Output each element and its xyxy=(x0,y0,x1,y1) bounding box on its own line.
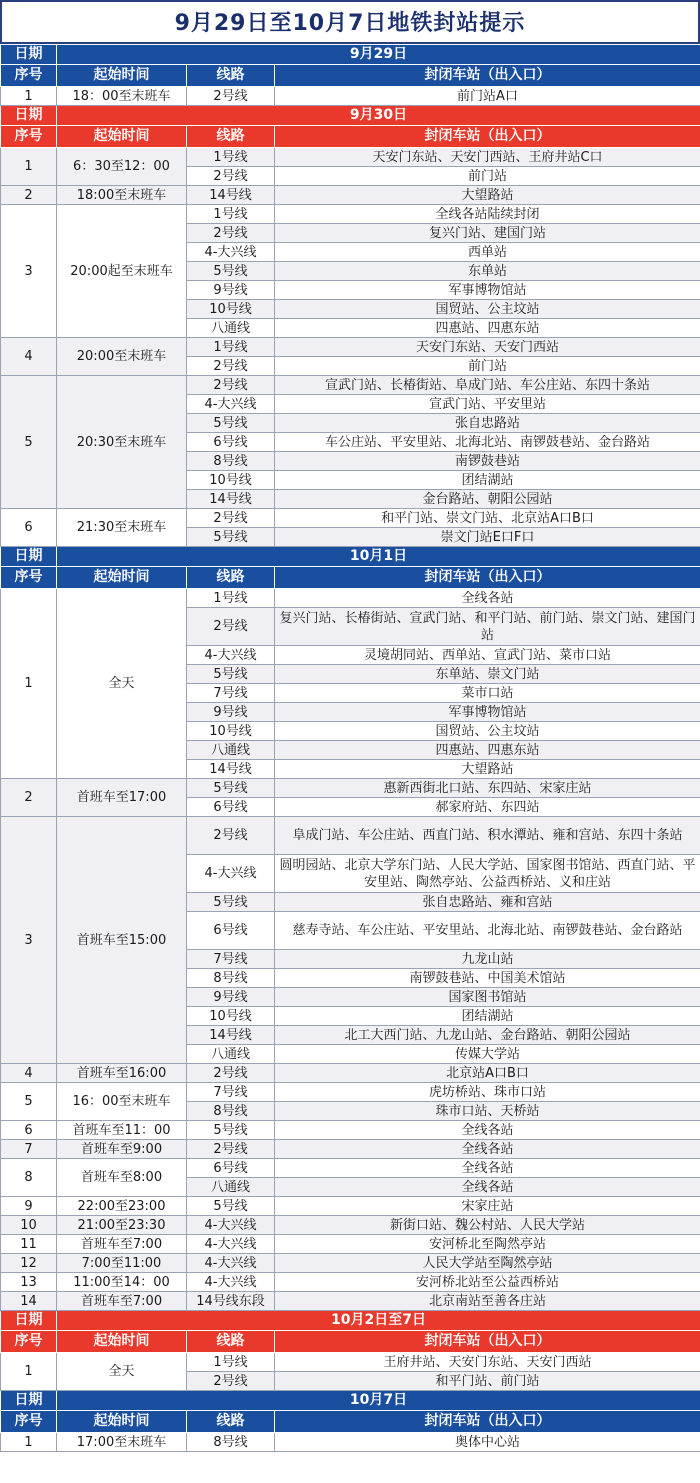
line-name: 1号线 xyxy=(187,148,275,167)
closed-stations: 南锣鼓巷站、中国美术馆站 xyxy=(275,969,700,988)
page-title: 9月29日至10月7日地铁封站提示 xyxy=(0,0,700,44)
col-header-line: 线路 xyxy=(187,1331,275,1353)
line-name: 5号线 xyxy=(187,1197,275,1216)
row-number: 14 xyxy=(1,1292,57,1311)
row-number: 10 xyxy=(1,1216,57,1235)
time-range: 20:00起至末班车 xyxy=(57,205,187,338)
closed-stations: 团结湖站 xyxy=(275,471,700,490)
line-name: 1号线 xyxy=(187,589,275,608)
closed-stations: 张自忠路站 xyxy=(275,414,700,433)
time-range: 11:00至14：00 xyxy=(57,1273,187,1292)
table-row xyxy=(1,1197,700,1216)
col-header-time: 起始时间 xyxy=(57,1331,187,1353)
row-number: 3 xyxy=(1,817,57,1064)
closed-stations: 圆明园站、北京大学东门站、人民大学站、国家图书馆站、西直门站、平安里站、陶然亭站、公益西桥站、义和庄站 xyxy=(275,855,700,893)
time-range: 首班车至15:00 xyxy=(57,817,187,1064)
row-number: 6 xyxy=(1,509,57,547)
closed-stations: 北京南站至善各庄站 xyxy=(275,1292,700,1311)
closed-stations: 军事博物馆站 xyxy=(275,281,700,300)
col-header-no: 序号 xyxy=(1,65,57,87)
line-name: 4-大兴线 xyxy=(187,1273,275,1292)
time-range: 首班车至11：00 xyxy=(57,1121,187,1140)
col-header-time: 起始时间 xyxy=(57,126,187,148)
closed-stations: 国贸站、公主坟站 xyxy=(275,300,700,319)
row-number: 7 xyxy=(1,1140,57,1159)
col-header-time: 起始时间 xyxy=(57,1411,187,1433)
line-name: 10号线 xyxy=(187,722,275,741)
line-name: 10号线 xyxy=(187,300,275,319)
line-name: 4-大兴线 xyxy=(187,1235,275,1254)
closed-stations: 传媒大学站 xyxy=(275,1045,700,1064)
line-name: 八通线 xyxy=(187,1045,275,1064)
closed-stations: 人民大学站至陶然亭站 xyxy=(275,1254,700,1273)
col-header-time: 起始时间 xyxy=(57,567,187,589)
time-range: 首班车至7:00 xyxy=(57,1235,187,1254)
line-name: 6号线 xyxy=(187,1159,275,1178)
line-name: 5号线 xyxy=(187,414,275,433)
line-name: 4-大兴线 xyxy=(187,243,275,262)
closed-stations: 东单站 xyxy=(275,262,700,281)
line-name: 2号线 xyxy=(187,608,275,646)
closed-stations: 国家图书馆站 xyxy=(275,988,700,1007)
line-name: 1号线 xyxy=(187,1353,275,1372)
line-name: 9号线 xyxy=(187,281,275,300)
closed-stations: 全线各站 xyxy=(275,1159,700,1178)
time-range: 18:00至末班车 xyxy=(57,186,187,205)
line-name: 4-大兴线 xyxy=(187,1216,275,1235)
time-range: 20:30至末班车 xyxy=(57,376,187,509)
table-row xyxy=(1,376,700,395)
row-number: 8 xyxy=(1,1159,57,1197)
date-label: 日期 xyxy=(1,1311,57,1331)
time-range: 全天 xyxy=(57,589,187,779)
table-row xyxy=(1,1353,700,1372)
time-range: 6：30至12：00 xyxy=(57,148,187,186)
closed-stations: 惠新西街北口站、东四站、宋家庄站 xyxy=(275,779,700,798)
closed-stations: 团结湖站 xyxy=(275,1007,700,1026)
date-label: 日期 xyxy=(1,106,57,126)
time-range: 17:00至末班车 xyxy=(57,1433,187,1452)
closed-stations: 新街口站、魏公村站、人民大学站 xyxy=(275,1216,700,1235)
line-name: 2号线 xyxy=(187,224,275,243)
col-header-line: 线路 xyxy=(187,65,275,87)
line-name: 4-大兴线 xyxy=(187,855,275,893)
time-range: 20:00至末班车 xyxy=(57,338,187,376)
row-number: 12 xyxy=(1,1254,57,1273)
line-name: 2号线 xyxy=(187,1064,275,1083)
col-header-no: 序号 xyxy=(1,567,57,589)
time-range: 22:00至23:00 xyxy=(57,1197,187,1216)
closed-stations: 西单站 xyxy=(275,243,700,262)
date-bar xyxy=(1,1391,700,1411)
col-header-line: 线路 xyxy=(187,567,275,589)
closed-stations: 四惠站、四惠东站 xyxy=(275,741,700,760)
row-number: 6 xyxy=(1,1121,57,1140)
time-range: 首班车至9:00 xyxy=(57,1140,187,1159)
closed-stations: 前门站A口 xyxy=(275,87,700,106)
row-number: 13 xyxy=(1,1273,57,1292)
closed-stations: 菜市口站 xyxy=(275,684,700,703)
closed-stations: 王府井站、天安门东站、天安门西站 xyxy=(275,1353,700,1372)
line-name: 2号线 xyxy=(187,87,275,106)
date-bar xyxy=(1,45,700,65)
row-number: 1 xyxy=(1,87,57,106)
closed-stations: 前门站 xyxy=(275,167,700,186)
closed-stations: 虎坊桥站、珠市口站 xyxy=(275,1083,700,1102)
closed-stations: 全线各站 xyxy=(275,589,700,608)
header-row xyxy=(1,1411,700,1433)
date-value: 9月30日 xyxy=(57,106,700,126)
closed-stations: 崇文门站E口F口 xyxy=(275,528,700,547)
table-row xyxy=(1,1235,700,1254)
line-name: 14号线东段 xyxy=(187,1292,275,1311)
closed-stations: 全线各站陆续封闭 xyxy=(275,205,700,224)
col-header-station: 封闭车站（出入口） xyxy=(275,65,700,87)
date-label: 日期 xyxy=(1,1391,57,1411)
closed-stations: 复兴门站、长椿街站、宣武门站、和平门站、前门站、崇文门站、建国门站 xyxy=(275,608,700,646)
line-name: 2号线 xyxy=(187,1140,275,1159)
time-range: 首班车至8:00 xyxy=(57,1159,187,1197)
table-row xyxy=(1,509,700,528)
closed-stations: 慈寿寺站、车公庄站、平安里站、北海北站、南锣鼓巷站、金台路站 xyxy=(275,912,700,950)
closed-stations: 前门站 xyxy=(275,357,700,376)
row-number: 5 xyxy=(1,376,57,509)
closed-stations: 全线各站 xyxy=(275,1121,700,1140)
line-name: 7号线 xyxy=(187,950,275,969)
closed-stations: 北京站A口B口 xyxy=(275,1064,700,1083)
line-name: 8号线 xyxy=(187,452,275,471)
time-range: 18：00至末班车 xyxy=(57,87,187,106)
line-name: 8号线 xyxy=(187,1102,275,1121)
closed-stations: 安河桥北站至公益西桥站 xyxy=(275,1273,700,1292)
date-value: 10月2日至7日 xyxy=(57,1311,700,1331)
line-name: 8号线 xyxy=(187,1433,275,1452)
closed-stations: 大望路站 xyxy=(275,760,700,779)
closed-stations: 东单站、崇文门站 xyxy=(275,665,700,684)
date-bar xyxy=(1,547,700,567)
closure-table xyxy=(0,44,700,1452)
date-value: 10月7日 xyxy=(57,1391,700,1411)
col-header-no: 序号 xyxy=(1,1331,57,1353)
line-name: 14号线 xyxy=(187,186,275,205)
line-name: 八通线 xyxy=(187,1178,275,1197)
closed-stations: 和平门站、前门站 xyxy=(275,1372,700,1391)
header-row xyxy=(1,65,700,87)
table-row xyxy=(1,1273,700,1292)
col-header-line: 线路 xyxy=(187,1411,275,1433)
line-name: 10号线 xyxy=(187,1007,275,1026)
time-range: 7:00至11:00 xyxy=(57,1254,187,1273)
closed-stations: 复兴门站、建国门站 xyxy=(275,224,700,243)
closed-stations: 全线各站 xyxy=(275,1178,700,1197)
line-name: 6号线 xyxy=(187,912,275,950)
date-bar xyxy=(1,106,700,126)
line-name: 9号线 xyxy=(187,703,275,722)
table-row xyxy=(1,1140,700,1159)
date-bar xyxy=(1,1311,700,1331)
row-number: 1 xyxy=(1,589,57,779)
closed-stations: 大望路站 xyxy=(275,186,700,205)
table-row xyxy=(1,779,700,798)
closed-stations: 国贸站、公主坟站 xyxy=(275,722,700,741)
table-row xyxy=(1,589,700,608)
closed-stations: 全线各站 xyxy=(275,1140,700,1159)
closed-stations: 宣武门站、平安里站 xyxy=(275,395,700,414)
closed-stations: 南锣鼓巷站 xyxy=(275,452,700,471)
col-header-station: 封闭车站（出入口） xyxy=(275,567,700,589)
row-number: 5 xyxy=(1,1083,57,1121)
line-name: 八通线 xyxy=(187,319,275,338)
row-number: 1 xyxy=(1,148,57,186)
table-row xyxy=(1,186,700,205)
line-name: 6号线 xyxy=(187,798,275,817)
line-name: 1号线 xyxy=(187,205,275,224)
line-name: 八通线 xyxy=(187,741,275,760)
row-number: 4 xyxy=(1,1064,57,1083)
line-name: 5号线 xyxy=(187,779,275,798)
line-name: 2号线 xyxy=(187,1372,275,1391)
line-name: 14号线 xyxy=(187,490,275,509)
line-name: 6号线 xyxy=(187,433,275,452)
closed-stations: 珠市口站、天桥站 xyxy=(275,1102,700,1121)
time-range: 21:30至末班车 xyxy=(57,509,187,547)
line-name: 2号线 xyxy=(187,357,275,376)
col-header-station: 封闭车站（出入口） xyxy=(275,1331,700,1353)
line-name: 4-大兴线 xyxy=(187,1254,275,1273)
closed-stations: 天安门东站、天安门西站、王府井站C口 xyxy=(275,148,700,167)
table-row xyxy=(1,1064,700,1083)
line-name: 1号线 xyxy=(187,338,275,357)
row-number: 4 xyxy=(1,338,57,376)
line-name: 5号线 xyxy=(187,528,275,547)
line-name: 10号线 xyxy=(187,471,275,490)
row-number: 2 xyxy=(1,186,57,205)
col-header-no: 序号 xyxy=(1,1411,57,1433)
line-name: 14号线 xyxy=(187,1026,275,1045)
row-number: 3 xyxy=(1,205,57,338)
line-name: 7号线 xyxy=(187,1083,275,1102)
line-name: 7号线 xyxy=(187,684,275,703)
row-number: 11 xyxy=(1,1235,57,1254)
col-header-station: 封闭车站（出入口） xyxy=(275,126,700,148)
row-number: 1 xyxy=(1,1353,57,1391)
table-row xyxy=(1,338,700,357)
header-row xyxy=(1,126,700,148)
table-row xyxy=(1,1216,700,1235)
closed-stations: 金台路站、朝阳公园站 xyxy=(275,490,700,509)
closed-stations: 天安门东站、天安门西站 xyxy=(275,338,700,357)
date-value: 9月29日 xyxy=(57,45,700,65)
header-row xyxy=(1,567,700,589)
closed-stations: 宋家庄站 xyxy=(275,1197,700,1216)
closed-stations: 灵境胡同站、西单站、宣武门站、菜市口站 xyxy=(275,646,700,665)
row-number: 2 xyxy=(1,779,57,817)
row-number: 9 xyxy=(1,1197,57,1216)
line-name: 14号线 xyxy=(187,760,275,779)
table-row xyxy=(1,1292,700,1311)
line-name: 2号线 xyxy=(187,509,275,528)
time-range: 首班车至7:00 xyxy=(57,1292,187,1311)
line-name: 4-大兴线 xyxy=(187,646,275,665)
line-name: 2号线 xyxy=(187,167,275,186)
line-name: 8号线 xyxy=(187,969,275,988)
line-name: 5号线 xyxy=(187,262,275,281)
line-name: 9号线 xyxy=(187,988,275,1007)
line-name: 5号线 xyxy=(187,1121,275,1140)
table-row xyxy=(1,1083,700,1102)
col-header-no: 序号 xyxy=(1,126,57,148)
time-range: 全天 xyxy=(57,1353,187,1391)
closed-stations: 北工大西门站、九龙山站、金台路站、朝阳公园站 xyxy=(275,1026,700,1045)
line-name: 2号线 xyxy=(187,376,275,395)
closed-stations: 和平门站、崇文门站、北京站A口B口 xyxy=(275,509,700,528)
time-range: 首班车至17:00 xyxy=(57,779,187,817)
date-value: 10月1日 xyxy=(57,547,700,567)
closed-stations: 阜成门站、车公庄站、西直门站、积水潭站、雍和宫站、东四十条站 xyxy=(275,817,700,855)
closed-stations: 车公庄站、平安里站、北海北站、南锣鼓巷站、金台路站 xyxy=(275,433,700,452)
time-range: 21:00至23:30 xyxy=(57,1216,187,1235)
table-row xyxy=(1,1433,700,1452)
table-row xyxy=(1,817,700,855)
closed-stations: 九龙山站 xyxy=(275,950,700,969)
col-header-line: 线路 xyxy=(187,126,275,148)
closed-stations: 张自忠路站、雍和宫站 xyxy=(275,893,700,912)
date-label: 日期 xyxy=(1,547,57,567)
closed-stations: 奥体中心站 xyxy=(275,1433,700,1452)
closed-stations: 宣武门站、长椿街站、阜成门站、车公庄站、东四十条站 xyxy=(275,376,700,395)
closed-stations: 郝家府站、东四站 xyxy=(275,798,700,817)
closed-stations: 军事博物馆站 xyxy=(275,703,700,722)
line-name: 4-大兴线 xyxy=(187,395,275,414)
row-number: 1 xyxy=(1,1433,57,1452)
table-row xyxy=(1,148,700,167)
closed-stations: 四惠站、四惠东站 xyxy=(275,319,700,338)
col-header-time: 起始时间 xyxy=(57,65,187,87)
table-row xyxy=(1,1121,700,1140)
line-name: 5号线 xyxy=(187,893,275,912)
header-row xyxy=(1,1331,700,1353)
date-label: 日期 xyxy=(1,45,57,65)
time-range: 16：00至末班车 xyxy=(57,1083,187,1121)
line-name: 2号线 xyxy=(187,817,275,855)
line-name: 5号线 xyxy=(187,665,275,684)
closed-stations: 安河桥北至陶然亭站 xyxy=(275,1235,700,1254)
table-row xyxy=(1,87,700,106)
time-range: 首班车至16:00 xyxy=(57,1064,187,1083)
table-row xyxy=(1,205,700,224)
col-header-station: 封闭车站（出入口） xyxy=(275,1411,700,1433)
table-row xyxy=(1,1159,700,1178)
table-row xyxy=(1,1254,700,1273)
